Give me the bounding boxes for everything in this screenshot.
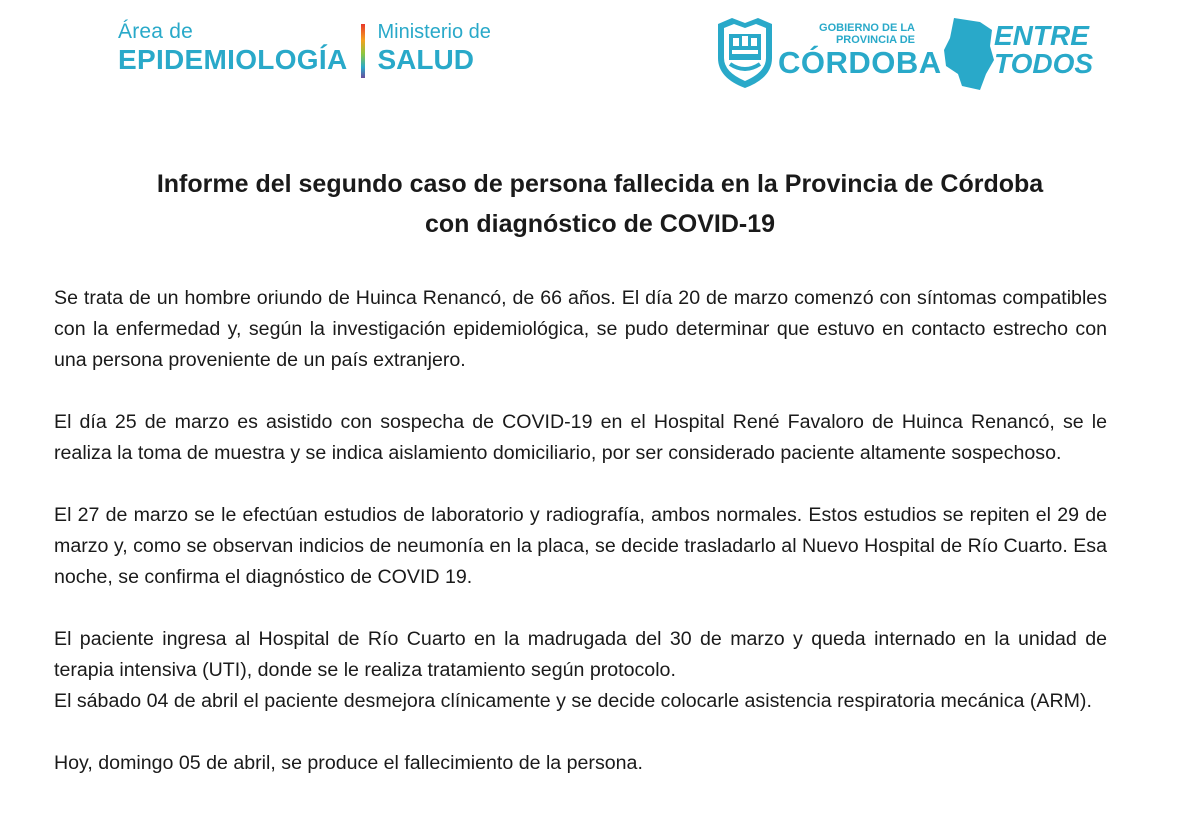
paragraph-gap: [54, 593, 1107, 624]
entre-text: ENTRE: [994, 20, 1089, 51]
paragraph-gap: [54, 469, 1107, 500]
gobierno-line1-text: GOBIERNO DE LA: [819, 22, 915, 34]
area-de-text: Área de: [118, 20, 193, 43]
paragraph-gap: [54, 717, 1107, 748]
paragraph-3: El 27 de marzo se le efectúan estudios de laboratorio y radiografía, ambos normales. Estos estudios se repiten el 29 de marzo y, como se observan indicios de neumonía en la placa, se decide trasladarlo al Nuevo Hospital de Río Cuarto. Esa noche, se confirma el diagnóstico de COVID 19.: [54, 504, 1107, 588]
paragraph-6: Hoy, domingo 05 de abril, se produce el fallecimiento de la persona.: [54, 752, 643, 774]
ministerio-de-text: Ministerio de: [377, 21, 491, 43]
cordoba-text: CÓRDOBA: [778, 45, 942, 80]
document-body: [54, 283, 1107, 779]
document-title: [40, 164, 1160, 244]
gobierno-cordoba-logo: [778, 22, 942, 80]
title-line-1: Informe del segundo caso de persona fallecida en la Provincia de Córdoba: [156, 170, 1044, 198]
salud-text: SALUD: [377, 44, 474, 75]
area-epidemiologia-logo: [118, 20, 347, 76]
paragraph-1: Se trata de un hombre oriundo de Huinca Renancó, de 66 años. El día 20 de marzo comenzó con síntomas compatibles con la enfermedad y, según la investigación epidemiológica, se pudo determinar que estuvo en contacto estrecho con una persona proveniente de un país extranjero.: [54, 287, 1107, 371]
entre-todos-logo: [994, 22, 1093, 78]
gobierno-line2-text: PROVINCIA DE: [835, 34, 915, 46]
paragraph-4: El paciente ingresa al Hospital de Río Cuarto en la madrugada del 30 de marzo y queda internado en la unidad de terapia intensiva (UTI), donde se le realiza tratamiento según protocolo.: [54, 628, 1107, 681]
paragraph-gap: [54, 376, 1107, 407]
title-line-2: con diagnóstico de COVID-19: [424, 210, 776, 238]
ministerio-salud-logo: [377, 20, 490, 76]
logo-divider: [361, 24, 365, 78]
page-header: [0, 0, 1200, 110]
epidemiologia-text: EPIDEMIOLOGÍA: [118, 44, 348, 75]
todos-text: TODOS: [994, 48, 1094, 79]
province-map-icon: [940, 16, 996, 92]
paragraph-5: El sábado 04 de abril el paciente desmejora clínicamente y se decide colocarle asistencia respiratoria mecánica (ARM).: [54, 690, 1092, 712]
epidemiologia-salud-logo: [118, 20, 491, 82]
paragraph-2: El día 25 de marzo es asistido con sospecha de COVID-19 en el Hospital René Favaloro de Huinca Renancó, se le realiza la toma de muestra y se indica aislamiento domiciliario, por ser considerado paciente altamente sospechoso.: [54, 411, 1107, 464]
coat-of-arms-icon: [712, 14, 778, 90]
